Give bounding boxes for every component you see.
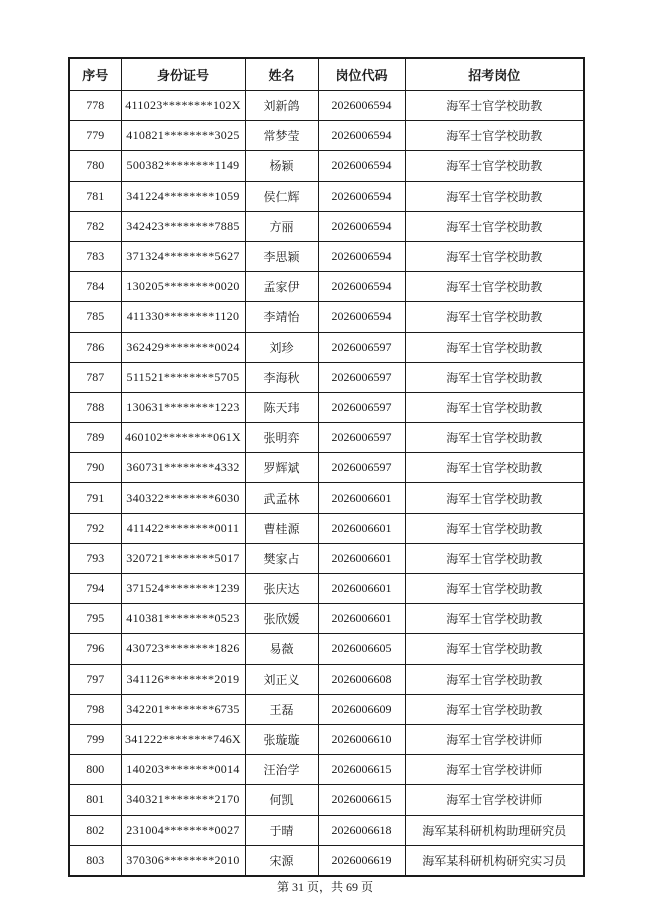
cell-position-title: 海军士官学校助教 <box>405 392 584 422</box>
cell-serial-number: 788 <box>69 392 121 422</box>
cell-name: 武孟林 <box>245 483 318 513</box>
cell-id-number: 410381********0523 <box>121 604 245 634</box>
table-row <box>69 241 584 271</box>
cell-position-title: 海军士官学校助教 <box>405 634 584 664</box>
cell-name: 王磊 <box>245 694 318 724</box>
cell-position-title: 海军士官学校助教 <box>405 272 584 302</box>
cell-id-number: 341222********746X <box>121 724 245 754</box>
table-row <box>69 543 584 573</box>
cell-position-title: 海军士官学校助教 <box>405 453 584 483</box>
cell-position-code: 2026006597 <box>318 423 405 453</box>
cell-name: 张明弈 <box>245 423 318 453</box>
cell-serial-number: 794 <box>69 574 121 604</box>
cell-position-code: 2026006597 <box>318 453 405 483</box>
cell-serial-number: 799 <box>69 724 121 754</box>
cell-id-number: 371324********5627 <box>121 241 245 271</box>
cell-position-title: 海军士官学校讲师 <box>405 755 584 785</box>
cell-serial-number: 803 <box>69 845 121 876</box>
cell-position-code: 2026006601 <box>318 483 405 513</box>
cell-position-title: 海军士官学校助教 <box>405 694 584 724</box>
table-row <box>69 91 584 121</box>
table-row <box>69 392 584 422</box>
table-row <box>69 362 584 392</box>
cell-position-code: 2026006601 <box>318 543 405 573</box>
column-header-id-number: 身份证号 <box>121 58 245 91</box>
cell-position-title: 海军士官学校助教 <box>405 241 584 271</box>
cell-name: 何凯 <box>245 785 318 815</box>
cell-serial-number: 792 <box>69 513 121 543</box>
cell-name: 罗辉斌 <box>245 453 318 483</box>
cell-serial-number: 789 <box>69 423 121 453</box>
page-footer: 第 31 页，共 69 页 <box>276 880 373 894</box>
table-row <box>69 302 584 332</box>
cell-id-number: 340322********6030 <box>121 483 245 513</box>
cell-id-number: 231004********0027 <box>121 815 245 845</box>
cell-position-title: 海军士官学校助教 <box>405 181 584 211</box>
cell-serial-number: 787 <box>69 362 121 392</box>
table-row <box>69 634 584 664</box>
cell-id-number: 460102********061X <box>121 423 245 453</box>
cell-position-title: 海军士官学校助教 <box>405 664 584 694</box>
cell-position-code: 2026006594 <box>318 151 405 181</box>
cell-position-code: 2026006615 <box>318 785 405 815</box>
cell-id-number: 140203********0014 <box>121 755 245 785</box>
cell-id-number: 511521********5705 <box>121 362 245 392</box>
cell-position-title: 海军士官学校助教 <box>405 362 584 392</box>
cell-serial-number: 791 <box>69 483 121 513</box>
cell-name: 侯仁辉 <box>245 181 318 211</box>
cell-position-title: 海军士官学校助教 <box>405 604 584 634</box>
cell-serial-number: 790 <box>69 453 121 483</box>
cell-position-code: 2026006609 <box>318 694 405 724</box>
cell-id-number: 341224********1059 <box>121 181 245 211</box>
cell-position-code: 2026006597 <box>318 392 405 422</box>
table-row <box>69 121 584 151</box>
cell-name: 易薇 <box>245 634 318 664</box>
cell-position-code: 2026006597 <box>318 332 405 362</box>
cell-position-title: 海军士官学校助教 <box>405 332 584 362</box>
cell-serial-number: 801 <box>69 785 121 815</box>
cell-position-code: 2026006594 <box>318 302 405 332</box>
cell-position-title: 海军士官学校讲师 <box>405 724 584 754</box>
cell-position-title: 海军士官学校助教 <box>405 513 584 543</box>
cell-serial-number: 779 <box>69 121 121 151</box>
cell-id-number: 371524********1239 <box>121 574 245 604</box>
cell-position-code: 2026006594 <box>318 121 405 151</box>
cell-serial-number: 786 <box>69 332 121 362</box>
cell-position-title: 海军士官学校助教 <box>405 574 584 604</box>
cell-position-code: 2026006619 <box>318 845 405 876</box>
cell-name: 宋源 <box>245 845 318 876</box>
cell-position-title: 海军某科研机构助理研究员 <box>405 815 584 845</box>
cell-serial-number: 778 <box>69 91 121 121</box>
cell-id-number: 410821********3025 <box>121 121 245 151</box>
cell-id-number: 500382********1149 <box>121 151 245 181</box>
cell-position-title: 海军士官学校助教 <box>405 483 584 513</box>
cell-id-number: 342201********6735 <box>121 694 245 724</box>
cell-name: 刘新鸽 <box>245 91 318 121</box>
cell-id-number: 430723********1826 <box>121 634 245 664</box>
table-row <box>69 845 584 876</box>
cell-id-number: 411422********0011 <box>121 513 245 543</box>
cell-position-code: 2026006594 <box>318 91 405 121</box>
cell-position-code: 2026006594 <box>318 272 405 302</box>
cell-id-number: 411023********102X <box>121 91 245 121</box>
cell-name: 李思颖 <box>245 241 318 271</box>
cell-name: 陈天玮 <box>245 392 318 422</box>
cell-position-title: 海军士官学校助教 <box>405 302 584 332</box>
table-header-row <box>69 58 584 91</box>
column-header-position-title: 招考岗位 <box>405 58 584 91</box>
table-row <box>69 694 584 724</box>
cell-serial-number: 781 <box>69 181 121 211</box>
table-row <box>69 272 584 302</box>
cell-name: 杨颖 <box>245 151 318 181</box>
cell-name: 汪治学 <box>245 755 318 785</box>
cell-position-title: 海军士官学校助教 <box>405 121 584 151</box>
cell-serial-number: 784 <box>69 272 121 302</box>
cell-id-number: 130205********0020 <box>121 272 245 302</box>
cell-name: 曹桂源 <box>245 513 318 543</box>
cell-name: 李海秋 <box>245 362 318 392</box>
cell-id-number: 342423********7885 <box>121 211 245 241</box>
cell-position-title: 海军士官学校助教 <box>405 211 584 241</box>
cell-position-code: 2026006597 <box>318 362 405 392</box>
cell-name: 于晴 <box>245 815 318 845</box>
recruitment-table <box>68 57 585 877</box>
table-body <box>69 91 584 876</box>
table-row <box>69 574 584 604</box>
cell-position-code: 2026006615 <box>318 755 405 785</box>
cell-name: 孟家伊 <box>245 272 318 302</box>
cell-serial-number: 783 <box>69 241 121 271</box>
cell-id-number: 411330********1120 <box>121 302 245 332</box>
cell-serial-number: 785 <box>69 302 121 332</box>
cell-name: 方丽 <box>245 211 318 241</box>
cell-position-code: 2026006594 <box>318 211 405 241</box>
cell-id-number: 360731********4332 <box>121 453 245 483</box>
table-row <box>69 332 584 362</box>
table-header <box>69 58 584 91</box>
cell-name: 常梦莹 <box>245 121 318 151</box>
cell-serial-number: 798 <box>69 694 121 724</box>
cell-position-code: 2026006605 <box>318 634 405 664</box>
table-row <box>69 151 584 181</box>
cell-id-number: 130631********1223 <box>121 392 245 422</box>
cell-position-title: 海军某科研机构研究实习员 <box>405 845 584 876</box>
table-row <box>69 664 584 694</box>
cell-name: 李靖怡 <box>245 302 318 332</box>
cell-position-code: 2026006618 <box>318 815 405 845</box>
cell-name: 张璇璇 <box>245 724 318 754</box>
cell-serial-number: 797 <box>69 664 121 694</box>
column-header-name: 姓名 <box>245 58 318 91</box>
table-row <box>69 483 584 513</box>
table-row <box>69 604 584 634</box>
cell-position-title: 海军士官学校讲师 <box>405 785 584 815</box>
cell-serial-number: 802 <box>69 815 121 845</box>
cell-serial-number: 796 <box>69 634 121 664</box>
column-header-serial-number: 序号 <box>69 58 121 91</box>
cell-serial-number: 782 <box>69 211 121 241</box>
cell-id-number: 362429********0024 <box>121 332 245 362</box>
table-row <box>69 513 584 543</box>
table-row <box>69 181 584 211</box>
cell-serial-number: 800 <box>69 755 121 785</box>
cell-serial-number: 795 <box>69 604 121 634</box>
table-row <box>69 211 584 241</box>
cell-position-code: 2026006601 <box>318 513 405 543</box>
cell-position-title: 海军士官学校助教 <box>405 543 584 573</box>
table-row <box>69 453 584 483</box>
cell-position-code: 2026006601 <box>318 574 405 604</box>
cell-id-number: 320721********5017 <box>121 543 245 573</box>
cell-name: 张欣媛 <box>245 604 318 634</box>
cell-position-code: 2026006594 <box>318 181 405 211</box>
cell-position-code: 2026006610 <box>318 724 405 754</box>
cell-position-title: 海军士官学校助教 <box>405 151 584 181</box>
cell-id-number: 341126********2019 <box>121 664 245 694</box>
cell-name: 刘珍 <box>245 332 318 362</box>
table-row <box>69 785 584 815</box>
cell-id-number: 370306********2010 <box>121 845 245 876</box>
table-row <box>69 755 584 785</box>
cell-position-title: 海军士官学校助教 <box>405 423 584 453</box>
cell-position-code: 2026006594 <box>318 241 405 271</box>
cell-name: 樊家占 <box>245 543 318 573</box>
cell-position-code: 2026006601 <box>318 604 405 634</box>
table-row <box>69 815 584 845</box>
cell-name: 张庆达 <box>245 574 318 604</box>
cell-id-number: 340321********2170 <box>121 785 245 815</box>
cell-position-title: 海军士官学校助教 <box>405 91 584 121</box>
cell-position-code: 2026006608 <box>318 664 405 694</box>
table-row <box>69 423 584 453</box>
cell-serial-number: 780 <box>69 151 121 181</box>
cell-serial-number: 793 <box>69 543 121 573</box>
cell-name: 刘正义 <box>245 664 318 694</box>
column-header-position-code: 岗位代码 <box>318 58 405 91</box>
table-row <box>69 724 584 754</box>
